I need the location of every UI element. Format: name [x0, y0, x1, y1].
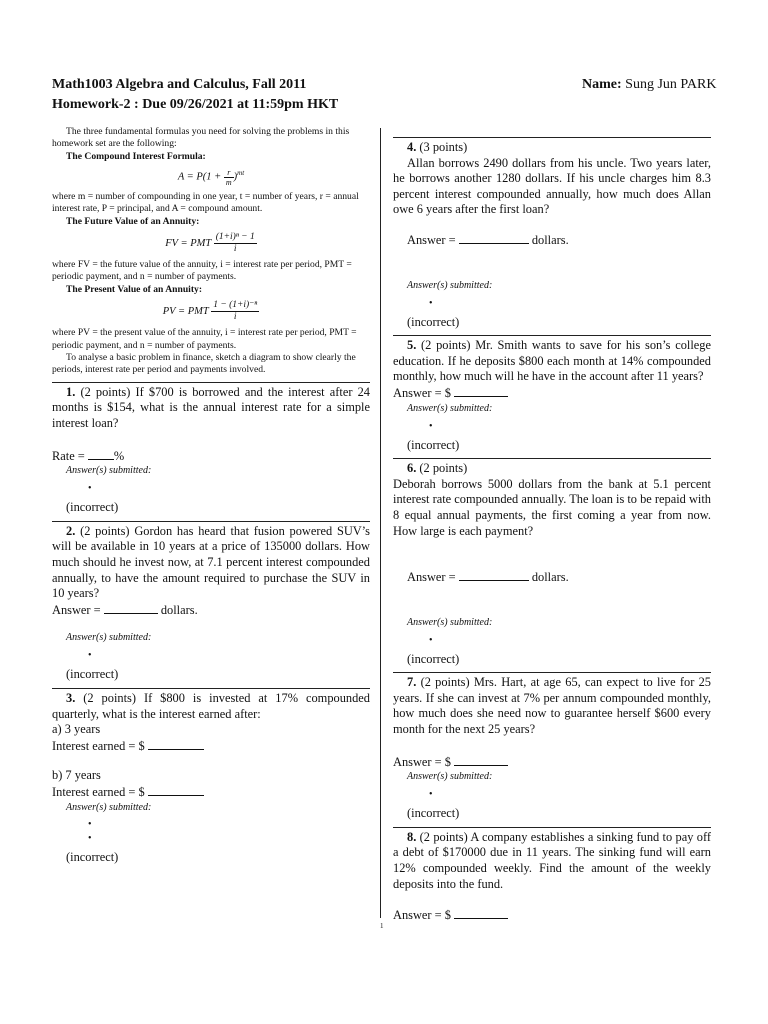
compound-exp: mt — [237, 169, 245, 178]
problem-5-points: (2 points) — [421, 338, 471, 353]
fv-formula — [52, 232, 370, 255]
problem-2-rule — [52, 521, 370, 522]
problem-3-answer-b — [52, 784, 370, 801]
problem-3-submitted-label: Answer(s) submitted: — [66, 801, 152, 813]
name-label: Name: — [582, 77, 622, 92]
problem-6-status: (incorrect) — [407, 651, 460, 666]
compound-formula-title: The Compound Interest Formula: — [66, 150, 206, 162]
problem-2 — [52, 524, 370, 602]
problem-3-answer-a-prefix: Interest earned = $ — [52, 738, 145, 753]
problem-5-rule — [393, 335, 711, 336]
problem-5-status: (incorrect) — [407, 437, 460, 452]
problem-4-rule — [393, 137, 711, 138]
problem-1-answer-input[interactable] — [88, 448, 114, 460]
problem-3-number: 3. — [66, 691, 76, 705]
problem-7-rule — [393, 672, 711, 673]
problem-1-status: (incorrect) — [66, 500, 119, 515]
document-header — [52, 75, 338, 115]
compound-den: m — [225, 177, 232, 187]
fv-formula-title: The Future Value of an Annuity: — [66, 215, 200, 227]
problem-8-points: (2 points) — [419, 829, 468, 844]
problem-8-number: 8. — [407, 829, 417, 844]
problem-2-bullet: • — [88, 650, 92, 662]
problem-7-answer — [393, 754, 711, 771]
problem-6-answer-prefix: Answer = — [407, 570, 456, 585]
problem-3-part-a: a) 3 years — [52, 722, 101, 737]
pv-fraction — [211, 300, 259, 323]
problem-5-answer-input[interactable] — [454, 385, 508, 397]
problem-6-answer-input[interactable] — [459, 569, 529, 581]
problem-6-rule — [393, 458, 711, 459]
problem-7-text: Mrs. Hart, at age 65, can expect to live for 25 years. If she can invest at 7% per annum compounded monthly, how much does she need now to guarantee herself $600 every month for the next 25 years? — [393, 675, 711, 737]
problem-2-answer — [52, 602, 370, 619]
pv-description: where PV = the present value of the annuity, i = interest rate per period, PMT = periodic payment, and n = number of payments. — [52, 327, 357, 351]
course-title: Math1003 Algebra and Calculus, Fall 2011 — [52, 77, 307, 92]
fv-lhs: FV = PMT — [165, 237, 212, 249]
problem-1-number: 1. — [66, 384, 76, 399]
problem-6-submitted-label: Answer(s) submitted: — [407, 616, 493, 628]
problem-4-answer-suffix: dollars. — [531, 232, 569, 247]
problem-4-answer-input[interactable] — [459, 232, 529, 244]
problem-3 — [52, 691, 370, 722]
student-name-block — [582, 75, 716, 95]
problem-1-points: (2 points) — [80, 384, 131, 399]
problem-2-submitted-label: Answer(s) submitted: — [66, 632, 152, 644]
fv-den: i — [233, 244, 237, 255]
problem-6-answer-suffix: dollars. — [531, 570, 569, 585]
problem-6 — [393, 461, 711, 539]
problem-4-number: 4. — [407, 140, 417, 154]
problem-3-bullet-2: • — [88, 832, 92, 844]
problem-1-answer-suffix: % — [113, 448, 125, 463]
right-column — [393, 126, 711, 924]
problem-3-answer-a-input[interactable] — [148, 738, 204, 750]
intro-advice: To analyse a basic problem in finance, sketch a diagram to show clearly the periods, interest rate per period and payments involved. — [52, 352, 356, 376]
problem-1-answer-prefix: Rate = — [52, 448, 85, 463]
problem-2-points: (2 points) — [80, 523, 130, 538]
compound-lhs: A = P(1 + — [177, 171, 222, 183]
problem-1-answer — [52, 448, 370, 465]
compound-description: where m = number of compounding in one year, t = number of years, r = annual interest rate, P = principal, and A = compound amount. — [52, 190, 359, 215]
homework-title: Homework-2 : Due 09/26/2021 at 11:59pm HKT — [52, 97, 339, 112]
problem-1-rule — [52, 382, 370, 383]
pv-formula-title: The Present Value of an Annuity: — [66, 283, 203, 295]
problem-4-text: Allan borrows 2490 dollars from his uncle. Two years later, he borrows another 1280 dollars. If his uncle charges him 8.3 percent interest compounded annually, how much does Allan owe 6 years after the first loan? — [393, 155, 711, 217]
pv-formula — [52, 300, 370, 323]
pv-num: 1 − (1+i)⁻ⁿ — [213, 300, 258, 311]
problem-1-bullet: • — [88, 483, 92, 495]
problem-4-answer — [393, 232, 711, 249]
problem-5-bullet: • — [429, 420, 433, 432]
page-number: 1 — [380, 922, 384, 930]
problem-6-text: Deborah borrows 5000 dollars from the bank at 5.1 percent interest rate compounded annually. The loan is to be repaid with 8 equal annual payments, the first coming a year from now. How large is each payment? — [393, 476, 711, 538]
problem-5-number: 5. — [407, 338, 417, 353]
problem-5-answer — [393, 385, 711, 402]
problem-7-number: 7. — [407, 675, 417, 690]
problem-7 — [393, 675, 711, 737]
problem-7-answer-prefix: Answer = $ — [393, 754, 451, 769]
problem-3-answer-a — [52, 738, 370, 755]
problem-8-rule — [393, 827, 711, 828]
problem-7-status: (incorrect) — [407, 806, 460, 821]
problem-4-bullet: • — [429, 297, 433, 309]
problem-8-answer — [393, 907, 711, 924]
problem-2-text: Gordon has heard that fusion powered SUV’s will be available in 10 years at a price of 135000 dollars. How much should he invest now, at 7.1 percent interest compounded annually, to have the amount required to purchase the SUV in 10 years? — [52, 523, 370, 601]
problem-3-part-b: b) 7 years — [52, 768, 101, 783]
problem-7-submitted-label: Answer(s) submitted: — [407, 771, 493, 783]
left-column — [52, 126, 370, 865]
problem-3-rule — [52, 688, 370, 689]
intro-lead: The three fundamental formulas you need for solving the problems in this homework set are the following: — [52, 126, 350, 150]
problem-3-status: (incorrect) — [66, 849, 119, 864]
name-value: Sung Jun PARK — [625, 77, 717, 92]
problem-3-answer-b-prefix: Interest earned = $ — [52, 784, 145, 799]
fv-description: where FV = the future value of the annuity, i = interest rate per period, PMT = periodic payment, and n = number of payments. — [52, 259, 352, 283]
problem-6-answer — [393, 569, 711, 586]
problem-4 — [393, 140, 711, 218]
problem-2-status: (incorrect) — [66, 667, 119, 682]
column-divider — [380, 128, 381, 918]
problem-5-text: Mr. Smith wants to save for his son’s college education. If he deposits $800 each month at 14% compounded monthly, how much will he have in the account after 11 years? — [393, 338, 711, 384]
problem-6-number: 6. — [407, 461, 417, 476]
pv-lhs: PV = PMT — [162, 306, 209, 318]
problem-3-answer-b-input[interactable] — [148, 784, 204, 796]
problem-5-answer-prefix: Answer = $ — [393, 385, 451, 400]
compound-formula — [52, 167, 370, 187]
problem-4-status: (incorrect) — [407, 314, 460, 329]
problem-7-points: (2 points) — [420, 675, 470, 690]
problem-6-bullet: • — [429, 634, 433, 646]
problem-2-number: 2. — [66, 523, 76, 538]
compound-rhs: ) — [233, 171, 238, 183]
problem-4-points: (3 points) — [419, 140, 468, 154]
problem-6-points: (2 points) — [419, 461, 468, 476]
problem-8-answer-prefix: Answer = $ — [393, 908, 451, 923]
problem-7-bullet: • — [429, 789, 433, 801]
problem-2-answer-suffix: dollars. — [160, 602, 198, 617]
problem-2-answer-input[interactable] — [104, 602, 158, 614]
problem-3-bullet-1: • — [88, 818, 92, 830]
problem-4-answer-prefix: Answer = — [407, 232, 456, 247]
problem-2-answer-prefix: Answer = — [52, 602, 101, 617]
problem-1 — [52, 385, 370, 432]
fv-num: (1+i)ⁿ − 1 — [215, 232, 255, 243]
problem-8-text: A company establishes a sinking fund to pay off a debt of $170000 due in 11 years. The sinking fund will earn 12% compounded weekly. Find the amount of the weekly deposits into the fund. — [393, 829, 711, 891]
problem-3-points: (2 points) — [83, 691, 136, 705]
problem-7-answer-input[interactable] — [454, 754, 508, 766]
problem-8 — [393, 830, 711, 892]
problem-1-submitted-label: Answer(s) submitted: — [66, 465, 152, 477]
compound-fraction — [224, 168, 234, 187]
compound-num: r — [224, 168, 234, 178]
problem-4-submitted-label: Answer(s) submitted: — [407, 279, 493, 291]
fv-fraction — [214, 232, 257, 255]
problem-1-text: If $700 is borrowed and the interest after 24 months is $154, what is the annual interest rate for a simple interest loan? — [52, 384, 370, 431]
problem-8-answer-input[interactable] — [454, 907, 508, 919]
pv-den: i — [233, 312, 237, 323]
problem-5-submitted-label: Answer(s) submitted: — [407, 402, 493, 414]
problem-5 — [393, 338, 711, 385]
intro-section — [52, 126, 370, 377]
problem-3-text: If $800 is invested at 17% compounded quarterly, what is the interest earned after: — [52, 691, 370, 721]
